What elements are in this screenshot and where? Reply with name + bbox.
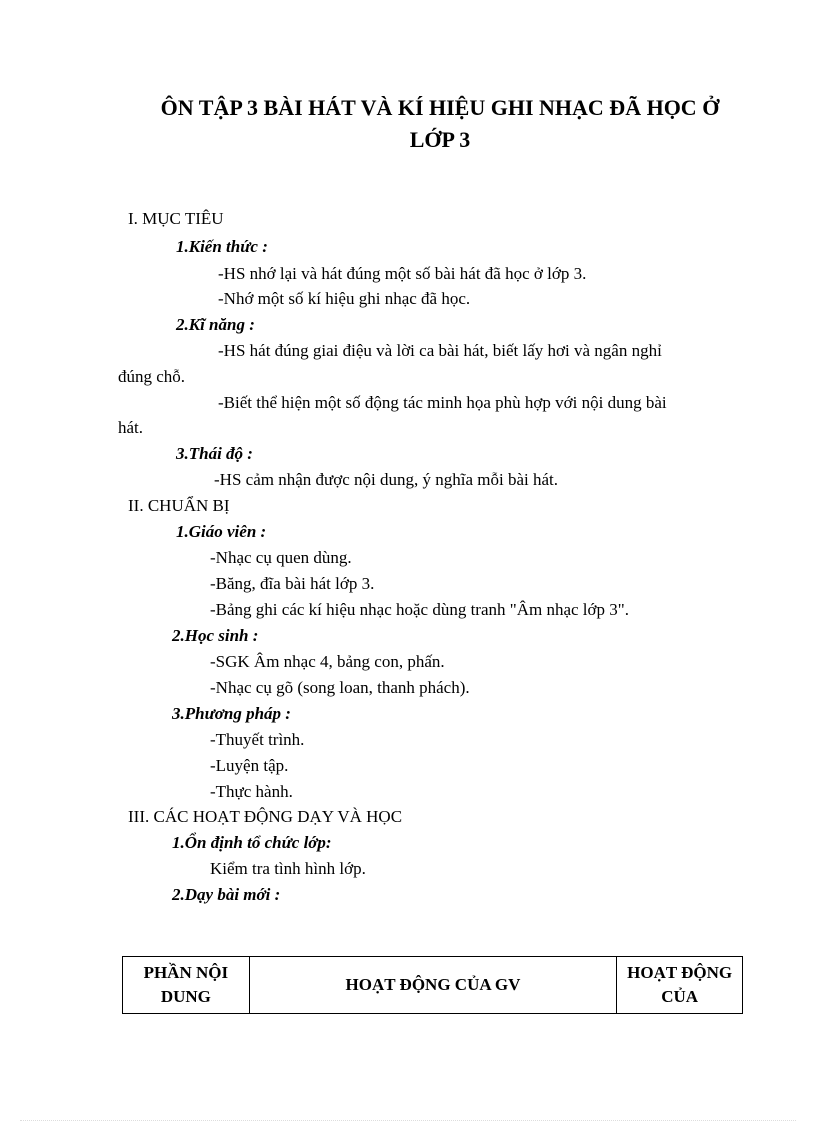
subheading-hoc-sinh: 2.Học sinh : <box>172 626 259 645</box>
title-line-2: LỚP 3 <box>409 127 471 152</box>
section-heading-hoat-dong: III. CÁC HOẠT ĐỘNG DẠY VÀ HỌC <box>128 807 403 826</box>
subheading-kien-thuc: 1.Kiến thức : <box>176 237 268 256</box>
list-item: -Thực hành. <box>210 782 293 801</box>
activity-table <box>122 956 743 1014</box>
section-heading-chuan-bi: II. CHUẨN BỊ <box>128 496 230 515</box>
list-item: -SGK Âm nhạc 4, bảng con, phấn. <box>210 652 445 671</box>
list-item: -Luyện tập. <box>210 756 289 775</box>
table-header-cell: PHẦN NỘI DUNG <box>123 957 250 1014</box>
subheading-thai-do: 3.Thái độ : <box>176 444 253 463</box>
list-item: -HS cảm nhận được nội dung, ý nghĩa mỗi bài hát. <box>214 470 558 489</box>
title-line-1: ÔN TẬP 3 BÀI HÁT VÀ KÍ HIỆU GHI NHẠC ĐÃ HỌC Ở <box>160 95 720 120</box>
page-bottom-divider <box>20 1120 796 1121</box>
table-header-row <box>123 957 743 1014</box>
list-item: -Thuyết trình. <box>210 730 305 749</box>
list-item: Kiểm tra tình hình lớp. <box>210 859 366 878</box>
list-item: -Nhạc cụ gõ (song loan, thanh phách). <box>210 678 470 697</box>
list-item-continuation: hát. <box>118 418 144 437</box>
list-item: -Biết thể hiện một số động tác minh họa phù hợp với nội dung bài <box>218 393 667 412</box>
list-item: -Nhớ một số kí hiệu ghi nhạc đã học. <box>218 289 471 308</box>
subheading-phuong-phap: 3.Phương pháp : <box>172 704 291 723</box>
document-title <box>120 92 760 156</box>
list-item: -HS nhớ lại và hát đúng một số bài hát đã học ở lớp 3. <box>218 264 587 283</box>
subheading-on-dinh: 1.Ổn định tổ chức lớp: <box>172 833 332 852</box>
subheading-giao-vien: 1.Giáo viên : <box>176 522 267 541</box>
subheading-day-bai-moi: 2.Dạy bài mới : <box>172 885 281 904</box>
section-heading-muc-tieu: I. MỤC TIÊU <box>128 209 224 228</box>
subheading-ki-nang: 2.Kĩ năng : <box>176 315 255 334</box>
list-item: -Nhạc cụ quen dùng. <box>210 548 352 567</box>
list-item-continuation: đúng chỗ. <box>118 367 186 386</box>
list-item: -HS hát đúng giai điệu và lời ca bài hát, biết lấy hơi và ngân nghỉ <box>218 341 662 360</box>
list-item: -Bảng ghi các kí hiệu nhạc hoặc dùng tranh "Âm nhạc lớp 3". <box>210 600 629 619</box>
list-item: -Băng, đĩa bài hát lớp 3. <box>210 574 375 593</box>
table-header-cell: HOẠT ĐỘNG CỦA <box>617 957 743 1014</box>
table-header-cell: HOẠT ĐỘNG CỦA GV <box>249 957 617 1014</box>
